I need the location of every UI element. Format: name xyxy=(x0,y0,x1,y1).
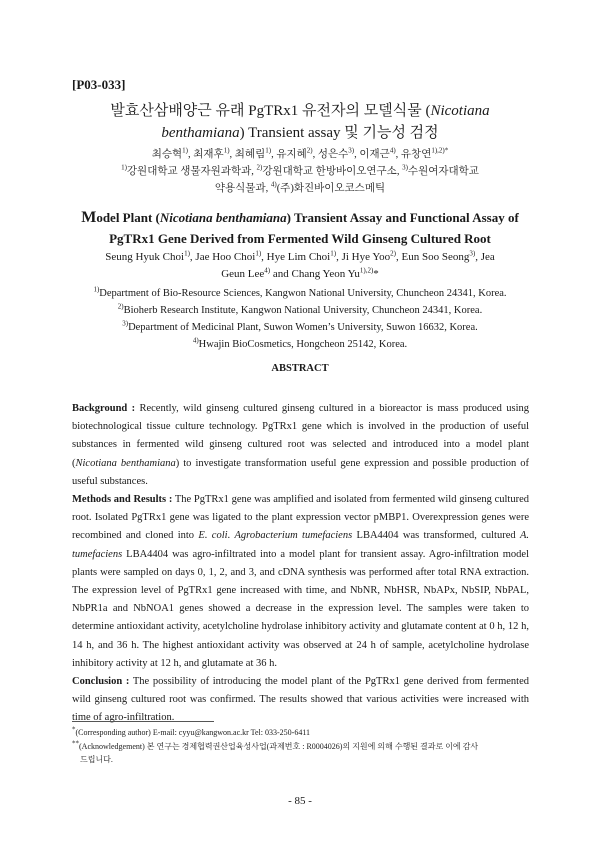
footnote-corresponding: *(Corresponding author) E-mail: cyyu@kangwon.ac.kr Tel: 033-250-6411 xyxy=(72,725,311,737)
korean-title-italic: Nicotiana xyxy=(430,103,490,119)
korean-title-line-2: benthamiana) Transient assay 및 기능성 검정 xyxy=(161,125,439,141)
english-affiliation-3: $^{3)}$Department of Medicinal Plant, Suwon Women’s University, Suwon 16632, Korea. xyxy=(122,319,478,333)
conclusion-paragraph: Conclusion : The possibility of introducing the model plant of the PgTRx1 gene derived from fermented wild ginseng cultured root was confirmed. The results showed that various activities were increased with time of agro-infiltration. xyxy=(72,676,529,724)
poster-code: [P03-033] xyxy=(72,77,126,92)
english-affiliation-1: $^{1)}$Department of Bio-Resource Sciences, Kangwon National University, Chuncheon 24341, Korea. xyxy=(93,285,507,299)
korean-title-line-1: 발효산삼배양근 유래 PgTRx1 유전자의 모델식물 (Nicotiana xyxy=(110,103,490,119)
abstract-heading: ABSTRACT xyxy=(271,363,329,374)
english-title-line-1: Model Plant (Nicotiana benthamiana) Transient Assay and Functional Assay of xyxy=(81,209,519,226)
abstract-body xyxy=(72,400,529,728)
footnote-divider xyxy=(72,721,214,722)
english-affiliation-4: $^{4)}$Hwajin BioCosmetics, Hongcheon 25142, Korea. xyxy=(192,336,408,350)
english-authors-line-1: Seung Hyuk Choi$^{1)}$, Jae Hoo Choi$^{1)}$, Hye Lim Choi$^{1)}$, Ji Hye Yoo$^{2)}$, Eun Soo Seong$^{3)}$, Jea xyxy=(105,249,495,263)
korean-authors: 최승혁$^{1)}$, 최재후$^{1)}$, 최혜림$^{1)}$, 유지혜$^{2)}$, 성은수$^{3)}$, 이재근$^{4)}$, 유창연$^{1),2)*}$ xyxy=(151,146,449,160)
methods-paragraph: Methods and Results : The PgTRx1 gene was amplified and isolated from fermented wild ginseng cultured root. Isolated PgTRx1 gene was ligated to the plant expression vector pMBP1. Overexpression genes were recombined and cloned into E. coli. Agrobacterium tumefaciens LBA4404 was transformed, cultured A. tumefaciens LBA4404 was agro-infiltrated into a model plant for transient assay. Agro-infiltration model plants were sampled on days 0, 1, 2, and 3, and cDNA synthesis was performed after total RNA extraction. The expression level of PgTRx1 gene increased with time, and NbNR, NbHSR, NbAPx, NbSIP, NbPAL, NbPR1a and NbNOA1 genes showed a decrease in the expression level. The samples were taken to determine antioxidant activity, acetylcholine hydrolase inhibitory activity and glutamate content at 0 h, 12 h, 14 h, and 36 h. The highest antioxidant activity was observed at 24 h of sample, acetylcholine hydrolase inhibitory activity at 12 h, and glutamate at 36 h. xyxy=(72,494,530,669)
page-number: - 85 - xyxy=(288,795,312,807)
english-affiliation-2: $^{2)}$Bioherb Research Institute, Kangwon National University, Chuncheon 24341, Korea. xyxy=(117,302,483,316)
background-paragraph: Background : Recently, wild ginseng cultured ginseng cultured in a bioreactor is mass produced using biotechnological tissue culture technology. PgTRx1 gene which is involved in the production of useful substances in fermented wild ginseng cultured root was selected and introduced into a model plant (Nicotiana benthamiana) to investigate transformation useful gene expression and possible production of useful substances. xyxy=(72,403,530,487)
english-authors-line-2: Geun Lee$^{4)}$ and Chang Yeon $Yu^{1),2)}*$ xyxy=(221,266,379,280)
english-title-line-2: PgTRx1 Gene Derived from Fermented Wild Ginseng Cultured Root xyxy=(109,231,491,246)
footnote-acknowledgement: **(Acknowledgement) 본 연구는 경제협력권산업육성사업(과제번호 : R0004026)의 지원에 의해 수행된 결과로 이에 감사 xyxy=(72,739,479,751)
footnote-acknowledgement-cont: 드립니다. xyxy=(80,755,113,764)
korean-affiliations-line-2: 약용식물과, $^{4)}$(주)화진바이오코스메틱 xyxy=(214,180,386,194)
korean-affiliations-line-1: $^{1)}$강원대학교 생물자원과학과, $^{2)}$강원대학교 한방바이오연구소, $^{3)}$수원여자대학교 xyxy=(121,163,479,177)
